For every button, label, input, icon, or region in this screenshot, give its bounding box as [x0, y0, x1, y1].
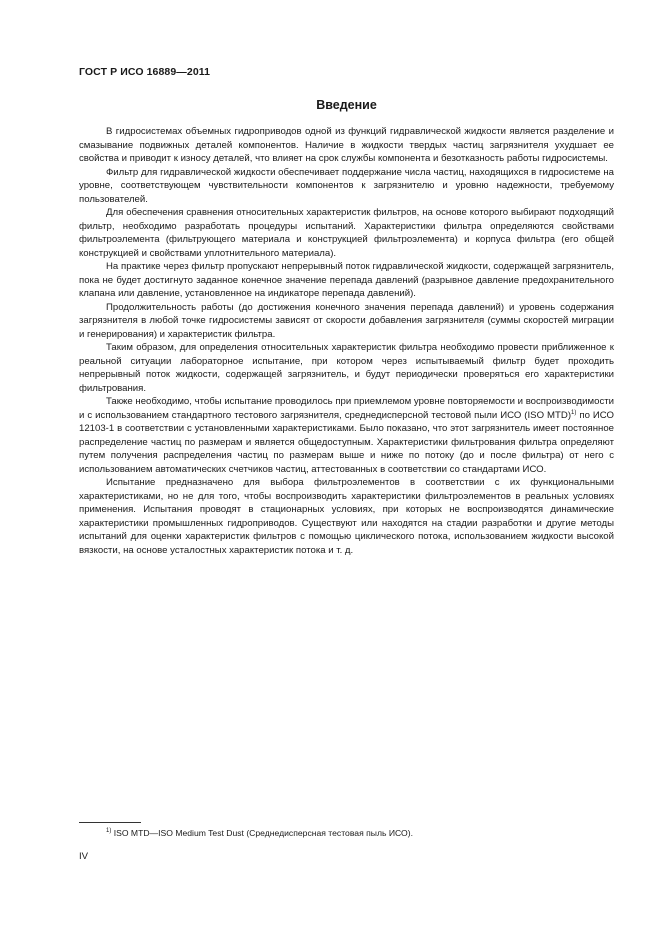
body-text [79, 125, 614, 557]
paragraph-text-before: Также необходимо, чтобы испытание проводилось при приемлемом уровне повторяемости и воспроизводимости и с использованием стандартного тестового загрязнителя, среднедисперсной тестовой пыли ИСО (ISO MTD) [79, 396, 614, 421]
paragraph: Таким образом, для определения относительных характеристик фильтра необходимо провести приближенное к реальной ситуации лабораторное испытание, при котором через испытываемый фильтр будет проходить непрерывный поток жидкости, содержащей загрязнитель, и будут периодически проверяться его характеристики фильтрования. [79, 342, 614, 394]
footnote [106, 828, 606, 839]
paragraph: Испытание предназначено для выбора фильтроэлементов в соответствии с их функциональными характеристиками, но не для того, чтобы воспроизводить характеристики фильтроэлементов в реальных условиях применения. Испытания проводят в стационарных условиях, при которых не воспроизводятся динамические характеристики промышленных гидроприводов. Существуют или находятся на стадии разработки и другие методы испытаний для оценки характеристик фильтров с помощью циклического потока, использованием жидкости высокой вязкости, на основе усталостных характеристик потока и т. д. [79, 477, 614, 556]
section-title: Введение [316, 98, 377, 112]
paragraph: Фильтр для гидравлической жидкости обеспечивает поддержание числа частиц, находящихся в гидросистеме на уровне, соответствующем чувствительности компонентов к загрязнителю и уровню надежности, требуемому пользователей. [79, 166, 614, 205]
paragraph: Для обеспечения сравнения относительных характеристик фильтров, на основе которого выбирают подходящий фильтр, необходимо разработать процедуры испытаний. Характеристики фильтра определяются свойствами фильтроэлемента (фильтрующего материала и конструкцией фильтроэлемента) и корпуса фильтра (его общей конструкцией и свойствами уплотнительного материала). [79, 207, 614, 259]
paragraph: Продолжительность работы (до достижения конечного значения перепада давлений) и уровень содержания загрязнителя в любой точке гидросистемы зависят от скорости добавления загрязнителя (суммы скоростей миграции и генерирования) и характеристик фильтра. [79, 301, 614, 340]
page-number: IV [79, 851, 89, 862]
standard-header: ГОСТ Р ИСО 16889—2011 [79, 66, 211, 78]
footnote-reference[interactable]: 1) [571, 409, 577, 416]
footnote-divider [79, 822, 141, 823]
paragraph: На практике через фильтр пропускают непрерывный поток гидравлической жидкости, содержащей загрязнитель, пока не будет достигнуто заданное конечное значение перепада давлений (разрывное давление предохранительного клапана или давление, установленное на индикаторе перепада давлений). [79, 261, 614, 299]
paragraph: В гидросистемах объемных гидроприводов одной из функций гидравлической жидкости является разделение и смазывание подвижных деталей компонентов. Наличие в жидкости твердых частиц загрязнителя ухудшает ее свойства и приводит к износу деталей, что влияет на срок службы компонента и безотказность работы гидросистемы. [79, 126, 614, 164]
paragraph-text-after: по ИСО 12103-1 в соответствии с установленными характеристиками. Было показано, что этот загрязнитель имеет постоянное распределение частиц по размерам и является общедоступным. Характеристики фильтрования фильтра определяют путем получения распределения частиц по размерам выше и ниже по потоку (до и после фильтра) от него с использованием автоматических счетчиков частиц, аттестованных в соответствии со стандартами ИСО. [79, 409, 614, 475]
footnote-text: ISO MTD—ISO Medium Test Dust (Среднедисперсная тестовая пыль ИСО). [111, 828, 413, 838]
footnote-marker: 1) [106, 828, 112, 835]
paragraph-with-footnote [79, 395, 614, 476]
